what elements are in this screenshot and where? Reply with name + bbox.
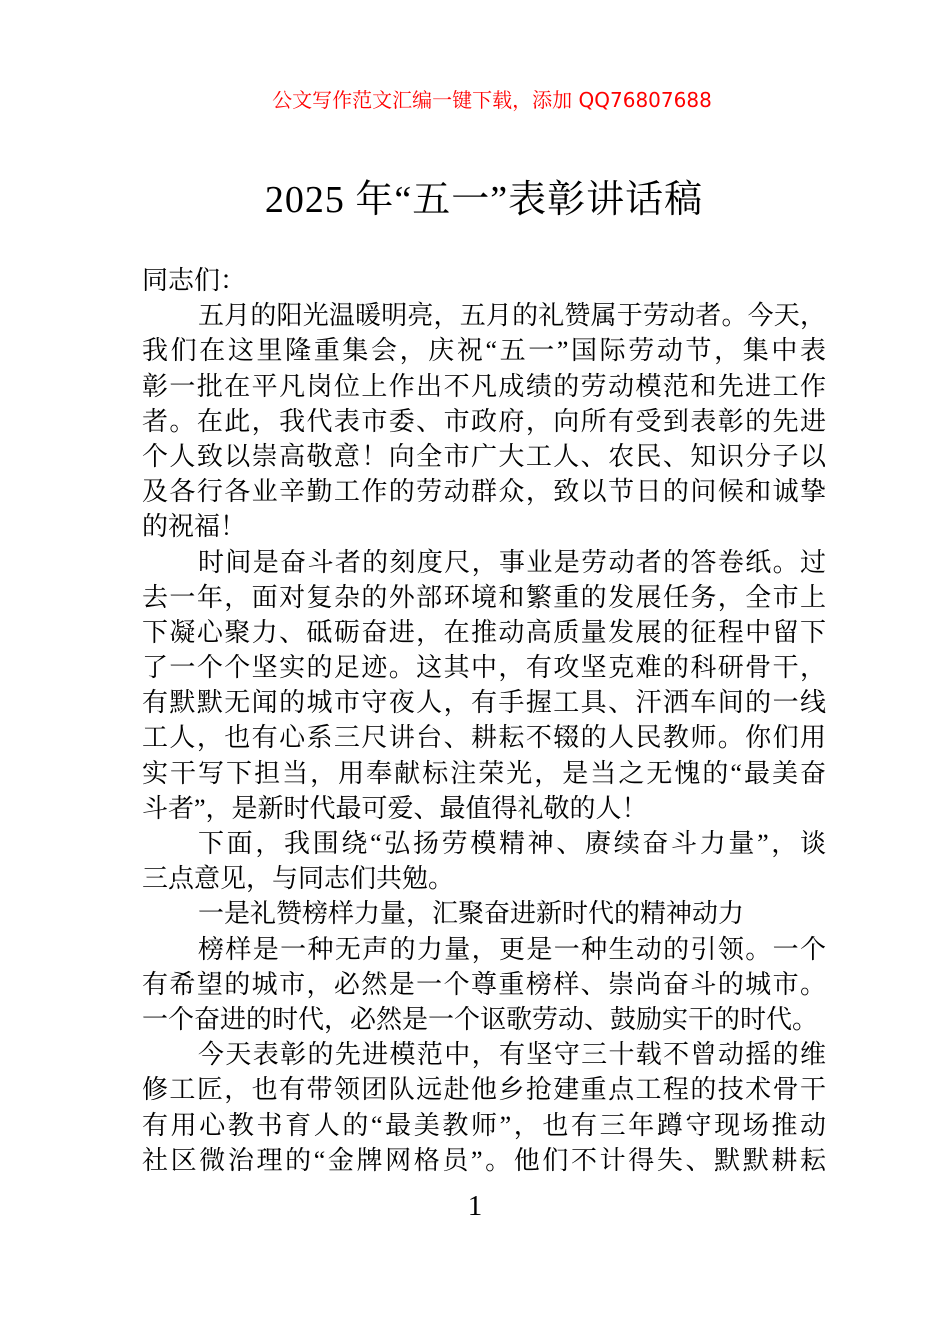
text-line: 一个奋进的时代，必然是一个讴歌劳动、鼓励实干的时代。 [142,1004,819,1034]
text-line: 了一个个坚实的足迹。这其中，有攻坚克难的科研骨干， [142,653,826,683]
text-line: 时间是奋斗者的刻度尺，事业是劳动者的答卷纸。过 [198,547,826,577]
text-line: 社区微治理的“金牌网格员”。他们不计得失、默默耕耘 [142,1145,826,1175]
text-line: 榜样是一种无声的力量，更是一种生动的引领。一个 [198,934,826,964]
text-line: 修工匠，也有带领团队远赴他乡抢建重点工程的技术骨干 [142,1075,826,1105]
text-line: 同志们： [142,266,247,295]
text-line: 我们在这里隆重集会，庆祝“五一”国际劳动节，集中表 [142,336,826,366]
text-line: 有用心教书育人的“最美教师”，也有三年蹲守现场推动 [142,1110,826,1140]
text-line: 斗者”，是新时代最可爱、最值得礼敬的人！ [142,793,648,823]
text-line: 者。在此，我代表市委、市政府，向所有受到表彰的先进 [142,406,826,436]
text-line: 有默默无闻的城市守夜人，有手握工具、汗洒车间的一线 [142,688,826,718]
document-title: 2025 年“五一”表彰讲话稿 [264,179,704,221]
text-line: 三点意见，与同志们共勉。 [142,864,455,894]
text-line: 及各行各业辛勤工作的劳动群众，致以节日的问候和诚挚 [142,477,826,507]
text-line: 工人，也有心系三尺讲台、耕耘不辍的人民教师。你们用 [142,723,826,753]
text-line: 的祝福！ [142,512,247,542]
text-line: 下凝心聚力、砥砺奋进，在推动高质量发展的征程中留下 [142,617,826,647]
document-body [142,263,826,1178]
promo-header-notice: 公文写作范文汇编一键下载，添加 QQ76807688 [272,88,712,112]
text-line: 有希望的城市，必然是一个尊重榜样、崇尚奋斗的城市。 [142,969,826,999]
text-line: 实干写下担当，用奉献标注荣光，是当之无愧的“最美奋 [142,758,826,788]
page-number: 1 [467,1190,483,1222]
text-line: 去一年，面对复杂的外部环境和繁重的发展任务，全市上 [142,582,826,612]
text-line: 彰一批在平凡岗位上作出不凡成绩的劳动模范和先进工作 [142,371,826,401]
text-line: 今天表彰的先进模范中，有坚守三十载不曾动摇的维 [198,1040,826,1070]
text-line: 一是礼赞榜样力量，汇聚奋进新时代的精神动力 [198,899,745,929]
text-line: 个人致以崇高敬意！向全市广大工人、农民、知识分子以 [142,441,826,471]
text-line: 五月的阳光温暖明亮，五月的礼赞属于劳动者。今天， [198,301,826,331]
text-line: 下面，我围绕“弘扬劳模精神、赓续奋斗力量”，谈 [198,829,826,858]
